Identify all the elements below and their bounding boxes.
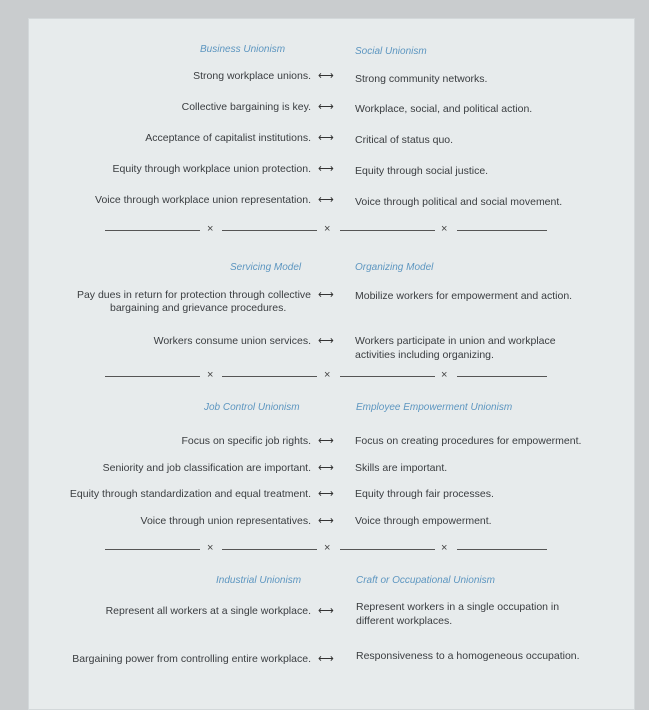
double-arrow-icon: ⟷ (318, 435, 334, 447)
double-arrow-icon: ⟷ (318, 163, 334, 175)
craft-occupational-unionism-heading: Craft or Occupational Unionism (356, 575, 495, 586)
separator-x-mark: × (324, 542, 331, 554)
double-arrow-icon: ⟷ (318, 289, 334, 301)
row-left-text: Represent all workers at a single workplace. (105, 605, 311, 617)
row-right-text: Mobilize workers for empowerment and action. (355, 290, 573, 302)
row-right-text: different workplaces. (356, 615, 453, 627)
employee-empowerment-unionism-heading: Employee Empowerment Unionism (356, 402, 513, 413)
separator-line (457, 376, 547, 377)
double-arrow-icon: ⟷ (318, 488, 334, 500)
row-left-text: Bargaining power from controlling entire workplace. (72, 653, 311, 665)
separator-line (105, 549, 200, 550)
separator-x-mark: × (441, 369, 448, 381)
row-right-text: Workplace, social, and political action. (355, 103, 533, 115)
row-left-text: Workers consume union services. (153, 335, 311, 347)
row-right-text: Focus on creating procedures for empowerment. (355, 435, 582, 447)
double-arrow-icon: ⟷ (318, 462, 334, 474)
row-right-text: Represent workers in a single occupation in (356, 601, 560, 613)
row-left-text: Equity through workplace union protection. (112, 163, 311, 175)
double-arrow-icon: ⟷ (318, 132, 334, 144)
row-right-text: Workers participate in union and workplace (355, 335, 556, 347)
industrial-unionism-heading: Industrial Unionism (216, 575, 302, 586)
separator-x-mark: × (207, 223, 214, 235)
double-arrow-icon: ⟷ (318, 101, 334, 113)
job-control-unionism-heading: Job Control Unionism (204, 402, 300, 413)
row-right-text: Equity through fair processes. (355, 488, 494, 500)
row-right-text: Voice through political and social movement. (355, 196, 563, 208)
row-left-text: Acceptance of capitalist institutions. (145, 132, 311, 144)
separator-line (222, 549, 317, 550)
double-arrow-icon: ⟷ (318, 605, 334, 617)
separator-x-mark: × (441, 223, 448, 235)
separator-line (340, 376, 435, 377)
separator-line (457, 549, 547, 550)
separator-x-mark: × (441, 542, 448, 554)
row-left-text: Pay dues in return for protection through collective (76, 289, 311, 301)
separator-line (222, 230, 317, 231)
separator-line (105, 230, 200, 231)
row-left-text: Strong workplace unions. (193, 70, 311, 82)
row-left-text: bargaining and grievance procedures. (110, 302, 287, 314)
row-right-text: Critical of status quo. (355, 134, 454, 146)
row-right-text: Equity through social justice. (355, 165, 489, 177)
organizing-model-heading: Organizing Model (355, 262, 434, 273)
separator-x-mark: × (324, 369, 331, 381)
social-unionism-heading: Social Unionism (355, 46, 427, 57)
row-left-text: Focus on specific job rights. (181, 435, 311, 447)
row-right-text: Strong community networks. (355, 73, 488, 85)
row-right-text: Voice through empowerment. (355, 515, 492, 527)
row-left-text: Equity through standardization and equal treatment. (69, 488, 311, 500)
separator-x-mark: × (207, 369, 214, 381)
servicing-model-heading: Servicing Model (230, 262, 302, 273)
business-unionism-heading: Business Unionism (200, 44, 286, 55)
double-arrow-icon: ⟷ (318, 194, 334, 206)
double-arrow-icon: ⟷ (318, 335, 334, 347)
row-right-text: activities including organizing. (355, 349, 494, 361)
row-right-text: Skills are important. (355, 462, 448, 474)
separator-line (340, 230, 435, 231)
row-right-text: Responsiveness to a homogeneous occupation. (356, 650, 580, 662)
row-left-text: Seniority and job classification are important. (102, 462, 311, 474)
double-arrow-icon: ⟷ (318, 70, 334, 82)
row-left-text: Voice through workplace union representation. (95, 194, 311, 206)
separator-line (340, 549, 435, 550)
separator-line (457, 230, 547, 231)
row-left-text: Collective bargaining is key. (181, 101, 311, 113)
separator-line (222, 376, 317, 377)
double-arrow-icon: ⟷ (318, 515, 334, 527)
separator-x-mark: × (324, 223, 331, 235)
separator-x-mark: × (207, 542, 214, 554)
row-left-text: Voice through union representatives. (140, 515, 311, 527)
separator-line (105, 376, 200, 377)
double-arrow-icon: ⟷ (318, 653, 334, 665)
